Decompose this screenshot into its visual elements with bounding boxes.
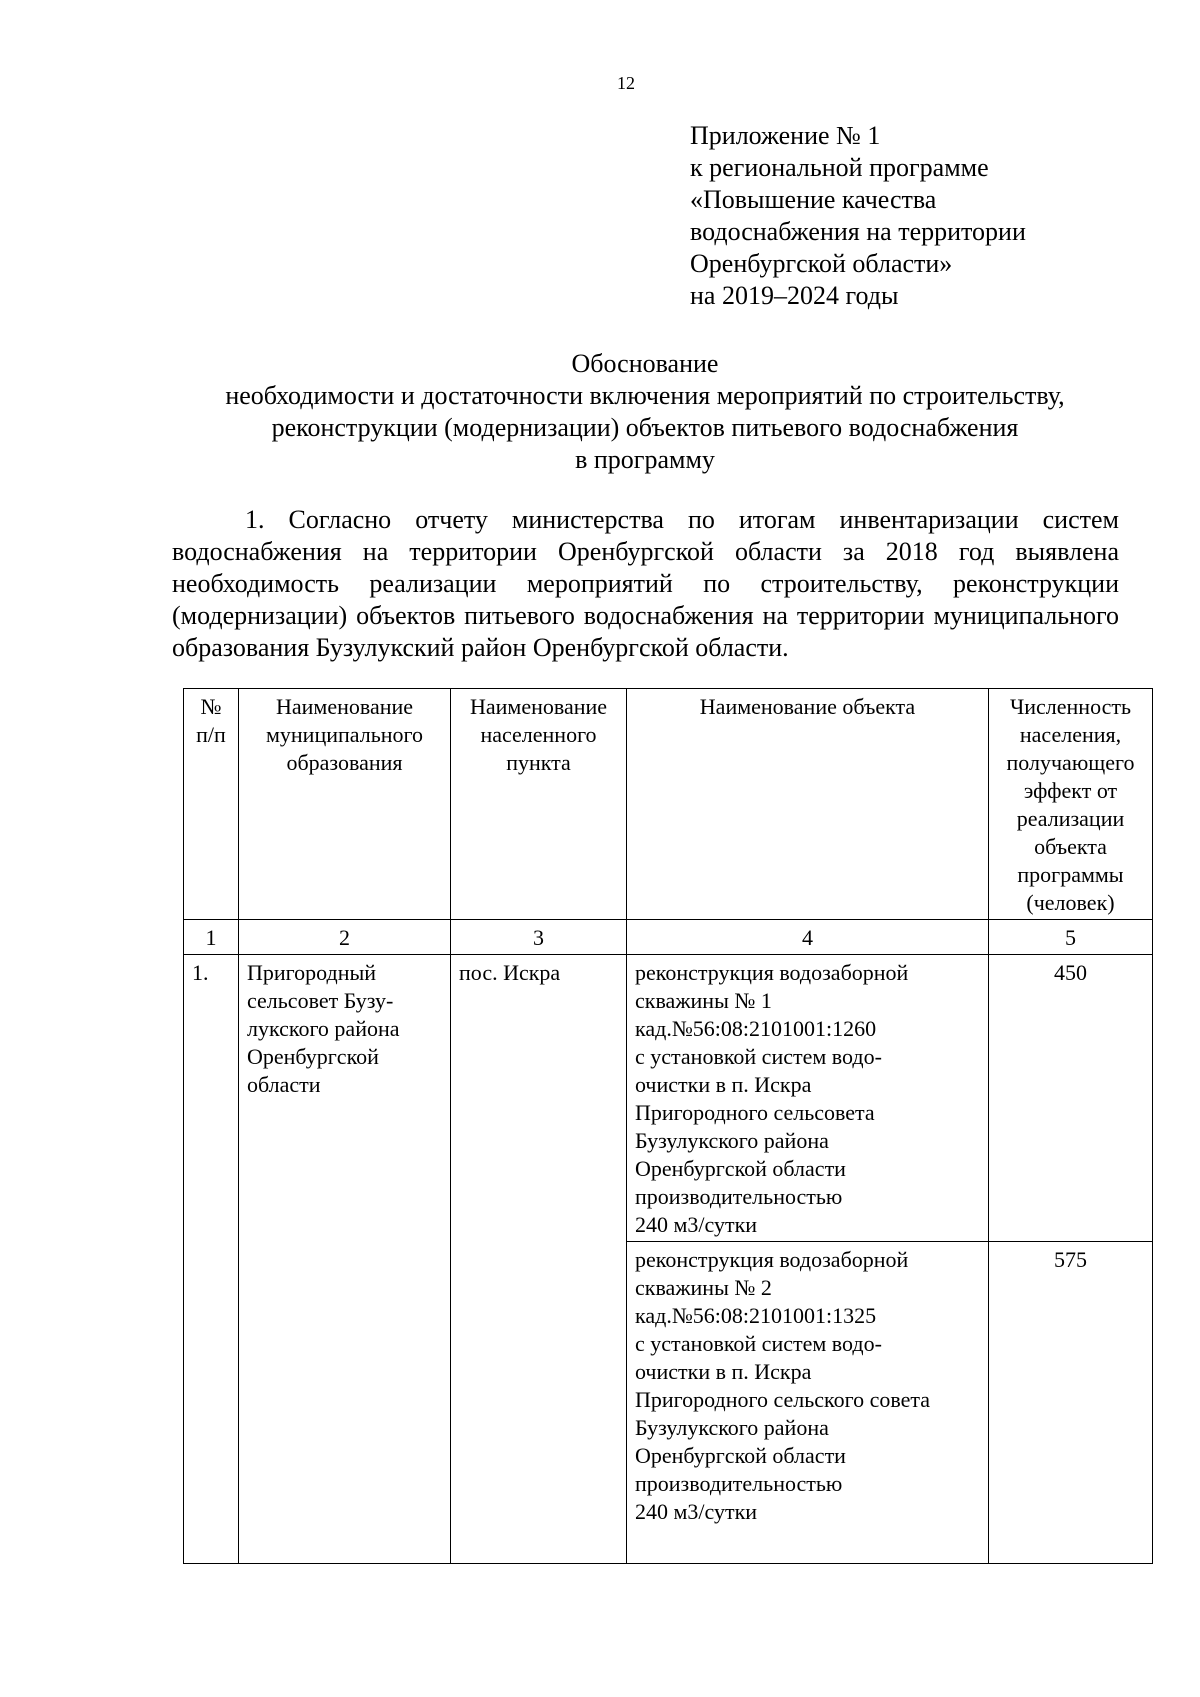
header-text: получающего bbox=[1006, 750, 1135, 775]
cell-text: Оренбургской bbox=[247, 1044, 379, 1069]
cell-text: области bbox=[247, 1072, 321, 1097]
cell-text: кад.№56:08:2101001:1260 bbox=[635, 1016, 877, 1041]
column-number-row bbox=[184, 920, 1153, 955]
cell-text: 240 м3/сутки bbox=[635, 1499, 758, 1524]
cell-text: с установкой систем водо- bbox=[635, 1044, 882, 1069]
municipality-cell bbox=[239, 955, 451, 1564]
page-number: 12 bbox=[617, 73, 635, 93]
table-header-row bbox=[184, 689, 1153, 920]
appendix-line: на 2019–2024 годы bbox=[690, 281, 899, 310]
header-municipality bbox=[239, 689, 451, 920]
body-paragraph bbox=[172, 504, 1119, 664]
cell-text: с установкой систем водо- bbox=[635, 1331, 882, 1356]
cell-text: скважины № 1 bbox=[635, 988, 772, 1013]
cell-text: Бузулукского района bbox=[635, 1128, 829, 1153]
header-text: № bbox=[200, 694, 222, 719]
appendix-header bbox=[690, 120, 1160, 312]
appendix-line: «Повышение качества bbox=[690, 185, 937, 214]
cell-text: лукского района bbox=[247, 1016, 400, 1041]
table-row bbox=[184, 955, 1153, 1242]
appendix-line: к региональной программе bbox=[690, 153, 989, 182]
column-number: 1 bbox=[184, 920, 239, 955]
column-number: 3 bbox=[451, 920, 627, 955]
title-line: в программу bbox=[575, 445, 715, 474]
settlement-cell: пос. Искра bbox=[451, 955, 627, 1564]
cell-text: реконструкция водозаборной bbox=[635, 1247, 909, 1272]
cell-text: сельсовет Бузу- bbox=[247, 988, 394, 1013]
header-population bbox=[989, 689, 1153, 920]
appendix-line: водоснабжения на территории bbox=[690, 217, 1026, 246]
header-text: п/п bbox=[196, 722, 226, 747]
header-number bbox=[184, 689, 239, 920]
header-text: пункта bbox=[506, 750, 571, 775]
title-line: необходимости и достаточности включения мероприятий по строительству, bbox=[225, 381, 1065, 410]
appendix-line: Приложение № 1 bbox=[690, 121, 881, 150]
title-line: Обоснование bbox=[571, 349, 719, 378]
header-text: (человек) bbox=[1026, 890, 1115, 915]
title-line: реконструкции (модернизации) объектов питьевого водоснабжения bbox=[271, 413, 1019, 442]
appendix-line: Оренбургской области» bbox=[690, 249, 953, 278]
header-text: реализации bbox=[1016, 806, 1125, 831]
header-object-name bbox=[627, 689, 989, 920]
cell-text: Оренбургской области bbox=[635, 1443, 846, 1468]
header-text: Наименование bbox=[275, 694, 414, 719]
header-text: Наименование объекта bbox=[699, 694, 916, 719]
cell-text: производительностью bbox=[635, 1471, 843, 1496]
cell-text: производительностью bbox=[635, 1184, 843, 1209]
column-number: 2 bbox=[239, 920, 451, 955]
objects-table bbox=[183, 688, 1153, 1564]
population-cell: 450 bbox=[989, 955, 1153, 1242]
column-number: 5 bbox=[989, 920, 1153, 955]
cell-text: Пригородного сельского совета bbox=[635, 1387, 931, 1412]
cell-text: Пригородного сельсовета bbox=[635, 1100, 875, 1125]
cell-text: Оренбургской области bbox=[635, 1156, 846, 1181]
row-number: 1. bbox=[184, 955, 239, 1564]
header-settlement bbox=[451, 689, 627, 920]
cell-text: 240 м3/сутки bbox=[635, 1212, 758, 1237]
header-text: Наименование bbox=[469, 694, 608, 719]
header-text: образования bbox=[286, 750, 403, 775]
cell-text: реконструкция водозаборной bbox=[635, 960, 909, 985]
document-title bbox=[150, 348, 1140, 476]
population-cell: 575 bbox=[989, 1242, 1153, 1564]
cell-text: Пригородный bbox=[247, 960, 377, 985]
header-text: объекта bbox=[1034, 834, 1107, 859]
column-number: 4 bbox=[627, 920, 989, 955]
cell-text: очистки в п. Искра bbox=[635, 1072, 812, 1097]
header-text: эффект от bbox=[1023, 778, 1118, 803]
header-text: программы bbox=[1017, 862, 1124, 887]
cell-text: скважины № 2 bbox=[635, 1275, 772, 1300]
header-text: населения, bbox=[1019, 722, 1122, 747]
cell-text: кад.№56:08:2101001:1325 bbox=[635, 1303, 877, 1328]
cell-text: Бузулукского района bbox=[635, 1415, 829, 1440]
header-text: Численность bbox=[1009, 694, 1132, 719]
object-name-cell bbox=[627, 1242, 989, 1564]
paragraph-text: 1. Согласно отчету министерства по итогам инвентаризации систем водоснабжения на территории Оренбургской области за 2018 год выявлена необходимость реализации мероприятий по строительству, реконструкции (модернизации) объектов питьевого водоснабжения на территории муниципального образования Бузулукский район Оренбургской области. bbox=[172, 505, 1119, 662]
header-text: населенного bbox=[480, 722, 597, 747]
cell-text: очистки в п. Искра bbox=[635, 1359, 812, 1384]
object-name-cell bbox=[627, 955, 989, 1242]
header-text: муниципального bbox=[265, 722, 423, 747]
